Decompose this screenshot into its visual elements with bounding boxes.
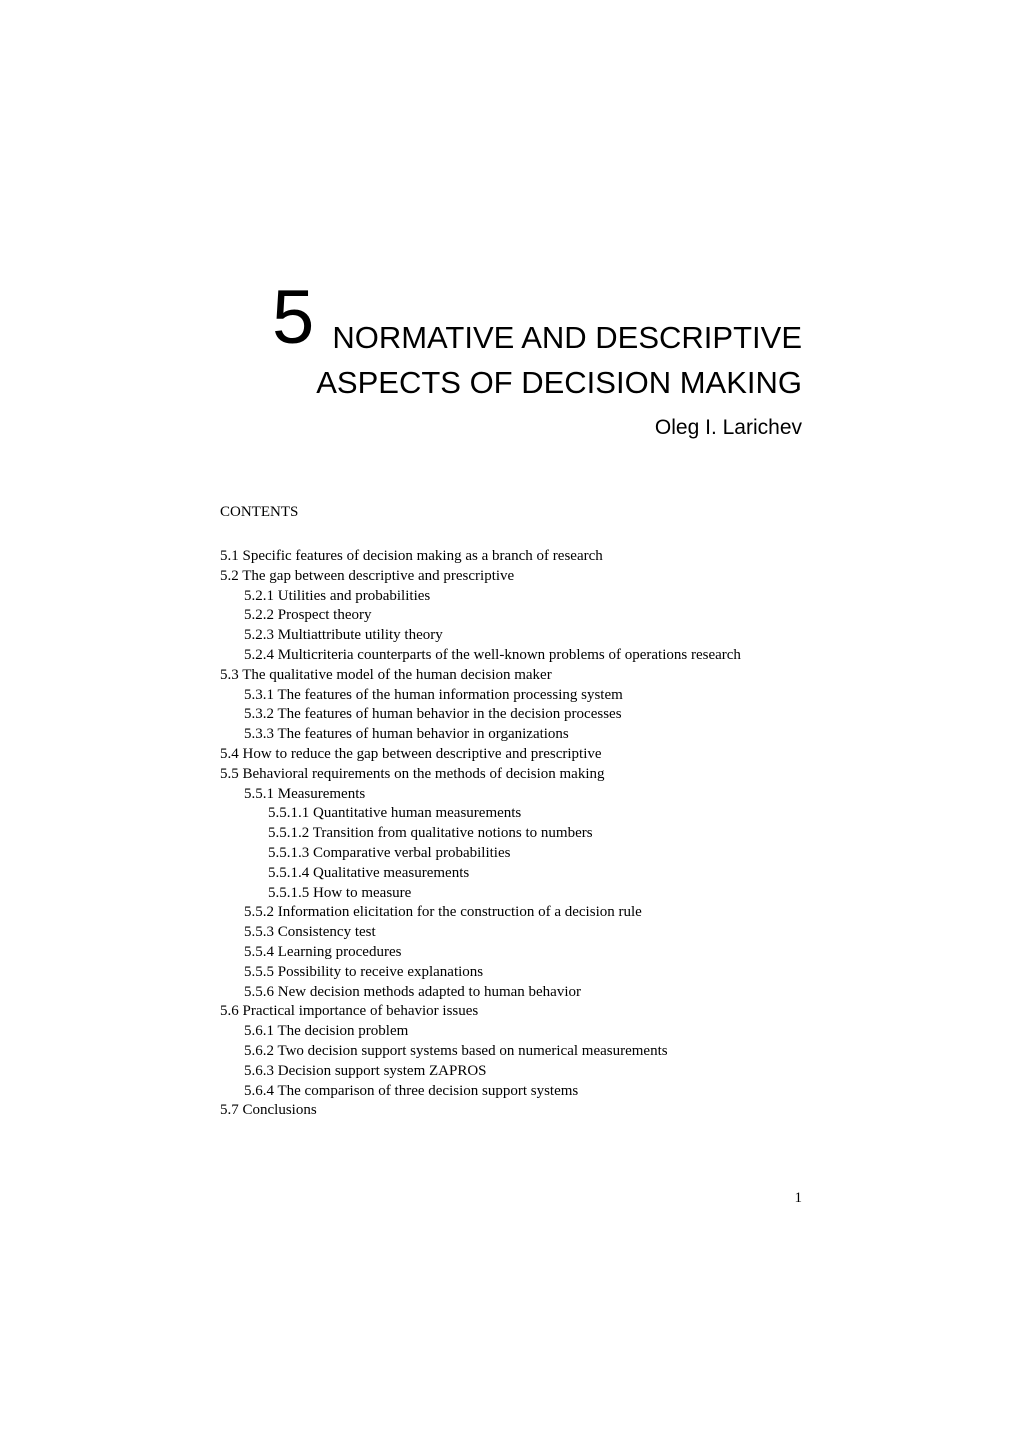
chapter-title-line-2: ASPECTS OF DECISION MAKING [316, 365, 802, 400]
author-name: Oleg I. Larichev [654, 416, 802, 439]
toc-entry: 5.5.4 Learning procedures [244, 943, 402, 960]
chapter-number: 5 [272, 275, 315, 360]
toc-entry: 5.3.3 The features of human behavior in organizations [244, 726, 569, 743]
toc-entry: 5.5.3 Consistency test [244, 924, 376, 941]
toc-entry: 5.2.4 Multicriteria counterparts of the well-known problems of operations research [244, 646, 741, 663]
toc-entry: 5.7 Conclusions [220, 1102, 317, 1119]
toc-entry: 5.5.1 Measurements [244, 785, 366, 802]
toc-entry: 5.6 Practical importance of behavior issues [220, 1003, 479, 1020]
toc-entry: 5.3.2 The features of human behavior in the decision processes [244, 706, 622, 723]
toc-entry: 5.5 Behavioral requirements on the methods of decision making [220, 765, 605, 782]
toc-entry: 5.5.1.2 Transition from qualitative notions to numbers [268, 825, 593, 842]
toc-entry: 5.5.2 Information elicitation for the construction of a decision rule [244, 904, 642, 921]
toc-entry: 5.2.3 Multiattribute utility theory [244, 627, 443, 644]
toc-entry: 5.3 The qualitative model of the human decision maker [220, 666, 552, 683]
toc-entry: 5.2.1 Utilities and probabilities [244, 587, 431, 604]
toc-entry: 5.5.5 Possibility to receive explanations [244, 963, 484, 980]
toc-entry: 5.5.1.3 Comparative verbal probabilities [268, 844, 511, 861]
toc-entry: 5.6.1 The decision problem [244, 1023, 409, 1040]
toc-entry: 5.5.6 New decision methods adapted to human behavior [244, 983, 582, 1000]
toc-entry: 5.6.4 The comparison of three decision support systems [244, 1082, 579, 1099]
page-number: 1 [794, 1190, 802, 1206]
chapter-title-line-1: NORMATIVE AND DESCRIPTIVE [332, 320, 802, 355]
toc-entry: 5.2.2 Prospect theory [244, 607, 372, 624]
table-of-contents [220, 547, 780, 1121]
contents-heading: CONTENTS [220, 504, 299, 520]
toc-entry: 5.5.1.1 Quantitative human measurements [268, 805, 522, 822]
toc-entry: 5.6.3 Decision support system ZAPROS [244, 1062, 487, 1079]
toc-entry: 5.2 The gap between descriptive and prescriptive [220, 567, 515, 584]
toc-entry: 5.3.1 The features of the human information processing system [244, 686, 623, 703]
toc-entry: 5.6.2 Two decision support systems based on numerical measurements [244, 1042, 668, 1059]
toc-entry: 5.5.1.5 How to measure [268, 884, 412, 901]
toc-entry: 5.1 Specific features of decision making as a branch of research [220, 548, 603, 564]
toc-entry: 5.4 How to reduce the gap between descriptive and prescriptive [220, 745, 602, 762]
toc-entry: 5.5.1.4 Qualitative measurements [268, 864, 470, 881]
